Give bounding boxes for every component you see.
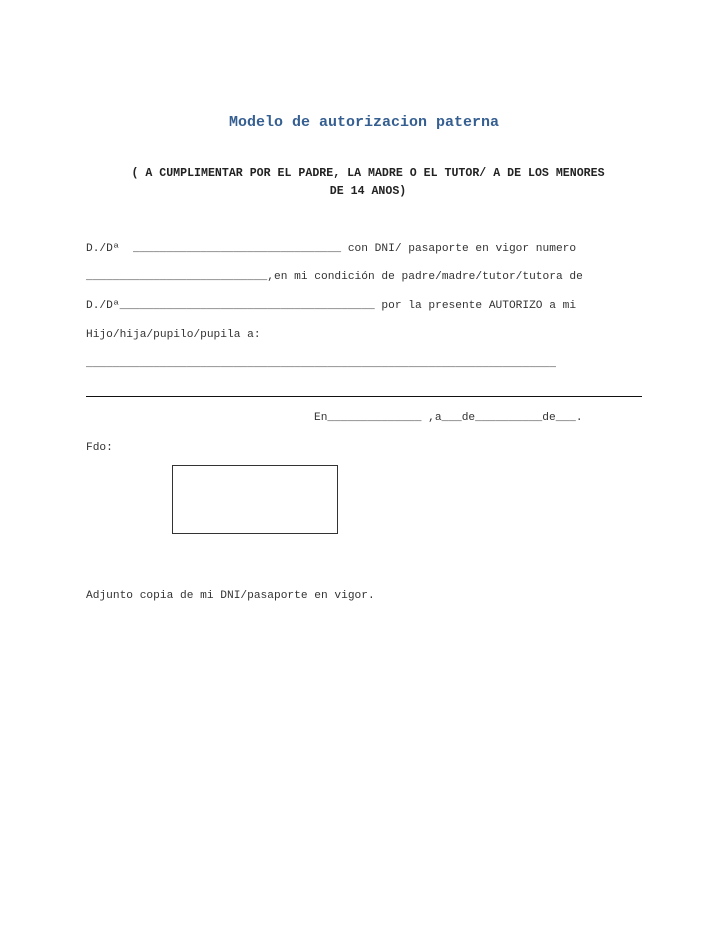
subtitle-line-1: ( A CUMPLIMENTAR POR EL PADRE, LA MADRE O EL TUTOR/ A DE LOS MENORES — [131, 167, 605, 180]
signature-box — [172, 465, 338, 534]
horizontal-rule — [86, 396, 642, 397]
subtitle-line-2: DE 14 ANOS) — [329, 185, 407, 198]
footer-note: Adjunto copia de mi DNI/pasaporte en vigor. — [86, 590, 375, 602]
parent-name-line: D./Dª _______________________________ con DNI/ pasaporte en vigor numero — [86, 243, 577, 255]
date-place-line: En______________ ,a___de__________de___. — [314, 412, 583, 424]
document-subtitle — [96, 165, 640, 201]
document-title: Modelo de autorizacion paterna — [228, 114, 500, 131]
signature-label: Fdo: — [86, 442, 113, 454]
authorization-line: D./Dª______________________________________ por la presente AUTORIZO a mi — [86, 300, 577, 312]
blank-fill-line: ______________________________________________________________________ — [86, 358, 556, 370]
dni-number-line: ___________________________,en mi condición de padre/madre/tutor/tutora de — [86, 271, 583, 283]
child-label-line: Hijo/hija/pupilo/pupila a: — [86, 329, 261, 341]
